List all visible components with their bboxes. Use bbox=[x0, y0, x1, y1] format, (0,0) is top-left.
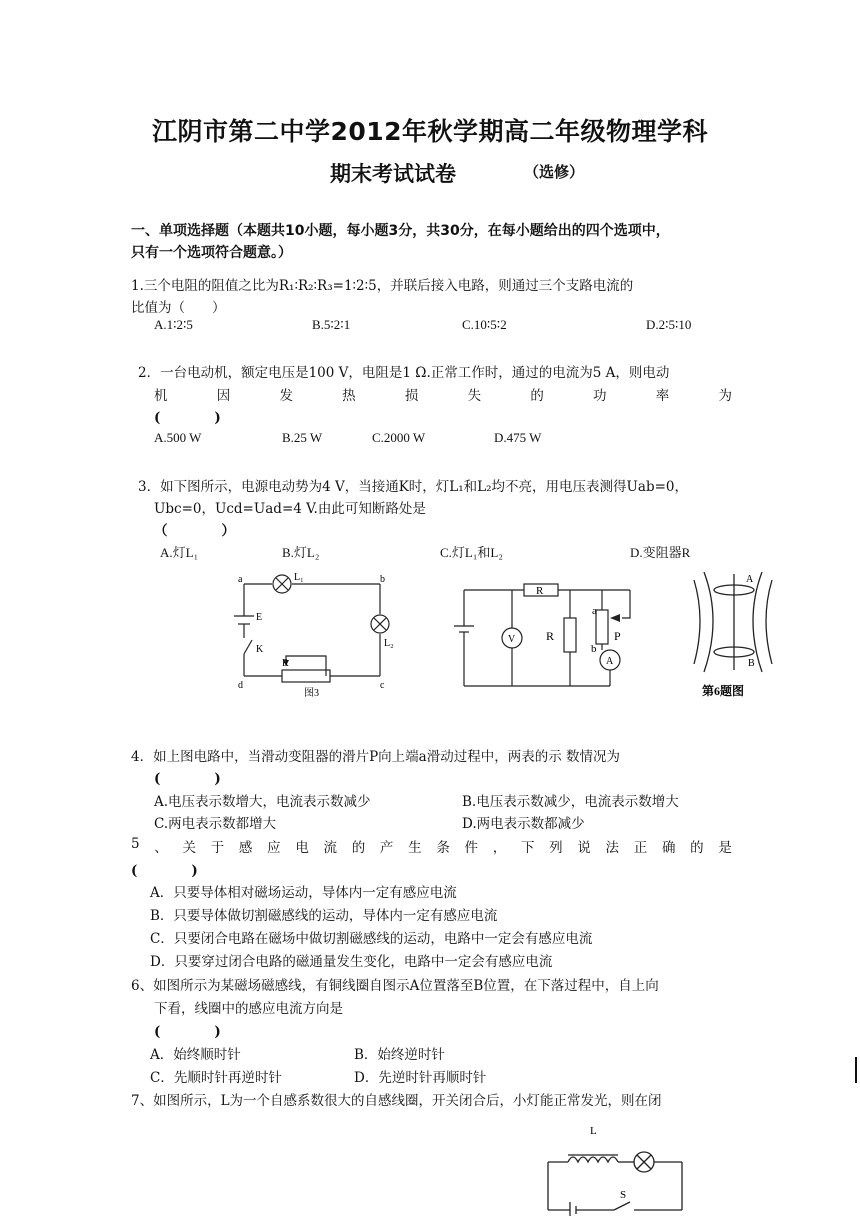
q6-option-c: C．先顺时针再逆时针 bbox=[150, 1070, 282, 1086]
fig6-label-b: B bbox=[748, 658, 755, 669]
q3-line2: Ubc=0，Ucd=Uad=4 V.由此可知断路处是 bbox=[154, 501, 426, 517]
q6-line1: 6、如图所示为某磁场磁感线，有铜线圈自图示A位置落至B位置，在下落过程中，自上向 bbox=[131, 978, 659, 994]
q5-char: 5 bbox=[131, 836, 140, 852]
q5-char: 应 bbox=[267, 840, 281, 856]
q1-line1: 1.三个电阻的阻值之比为R₁∶R₂∶R₃=1∶2∶5，并联后接入电路，则通过三个支路电流的 bbox=[131, 278, 634, 294]
q4-line1: 4．如上图电路中，当滑动变阻器的滑片P向上端a滑动过程中，两表的示 数情况为 bbox=[131, 749, 621, 765]
fig4-label-r-top: R bbox=[536, 585, 544, 597]
q6-line2: 下看，线圈中的感应电流方向是 bbox=[154, 1001, 343, 1017]
fig4-label-ammeter: A bbox=[606, 656, 614, 667]
q2-char: 损 bbox=[404, 388, 419, 404]
fig3-label-a: a bbox=[238, 574, 243, 585]
fig3-label-b: b bbox=[380, 574, 385, 585]
fig3-label-l1: L₁ bbox=[294, 572, 304, 583]
subtitle-note: （选修） bbox=[524, 163, 585, 181]
fig3-label-r: R bbox=[282, 658, 289, 669]
fig3-label-c: c bbox=[380, 680, 385, 691]
q5-char: 确 bbox=[661, 840, 676, 856]
fig3-label-k: K bbox=[256, 644, 264, 655]
q6-line3: ( ) bbox=[154, 1024, 221, 1040]
q2-char: 热 bbox=[342, 388, 356, 404]
q5-char: 说 bbox=[577, 840, 591, 856]
q2-option-c: C.2000 W bbox=[372, 430, 426, 445]
q5-char: 关 bbox=[182, 840, 196, 856]
margin-mark bbox=[855, 1057, 857, 1083]
q3-line1: 3．如下图所示，电源电动势为4 V，当接通K时，灯L₁和L₂均不亮，用电压表测得Uab=0， bbox=[138, 479, 689, 495]
q5-char: 是 bbox=[718, 840, 732, 856]
q5-char: 于 bbox=[210, 840, 225, 856]
q2-char: 机 bbox=[154, 388, 168, 404]
q3-line3: （ ） bbox=[154, 523, 235, 539]
q3-option-a: A.灯L₁ bbox=[160, 545, 199, 560]
q2-line2 bbox=[154, 384, 732, 404]
q5-char: 法 bbox=[605, 840, 620, 856]
q1-option-c: C.10∶5∶2 bbox=[462, 317, 507, 332]
q5-char: 下 bbox=[520, 840, 535, 856]
section-heading-line1: 一、单项选择题（本题共10小题，每小题3分，共30分，在每小题给出的四个选项中， bbox=[131, 223, 670, 239]
q5-line1 bbox=[131, 836, 732, 856]
q5-char: 生 bbox=[408, 840, 422, 856]
q2-option-a: A.500 W bbox=[154, 430, 202, 445]
fig4-label-b: b bbox=[591, 643, 597, 655]
q5-char: 件 bbox=[464, 840, 479, 856]
q2-char: 功 bbox=[593, 388, 607, 404]
q5-char: 、 bbox=[154, 840, 168, 856]
q2-char: 失 bbox=[467, 388, 482, 404]
page-title: 江阴市第二中学2012年秋学期高二年级物理学科 bbox=[151, 117, 709, 146]
section-heading-line2: 只有一个选项符合题意。） bbox=[131, 245, 292, 261]
q5-char: 流 bbox=[323, 840, 338, 856]
q5-option-a: A．只要导体相对磁场运动，导体内一定有感应电流 bbox=[150, 885, 457, 901]
q5-char: 正 bbox=[633, 840, 648, 856]
q1-line2: 比值为（ ） bbox=[131, 300, 226, 316]
fig4-label-v: V bbox=[508, 634, 516, 645]
fig4-label-p: P bbox=[614, 629, 621, 643]
q4-option-c: C.两电表示数都增大 bbox=[154, 816, 277, 832]
fig3-label-d: d bbox=[238, 680, 243, 691]
figure-6-field bbox=[692, 568, 782, 703]
q2-line3: ( ) bbox=[154, 410, 221, 426]
q5-char: 感 bbox=[238, 840, 253, 856]
q2-option-b: B.25 W bbox=[282, 430, 323, 445]
q2-char: 的 bbox=[530, 388, 544, 404]
q5-char: ， bbox=[492, 840, 507, 856]
q4-option-d: D.两电表示数都减少 bbox=[462, 816, 585, 832]
figure-3-circuit bbox=[230, 570, 400, 700]
fig3-label-e: E bbox=[256, 612, 263, 623]
q5-option-c: C．只要闭合电路在磁场中做切割磁感线的运动，电路中一定会有感应电流 bbox=[150, 931, 593, 947]
q2-line1: 2．一台电动机，额定电压是100 V，电阻是1 Ω.正常工作时，通过的电流为5 A，则电动 bbox=[138, 365, 670, 381]
fig3-caption: 图3 bbox=[304, 688, 319, 699]
q1-option-d: D.2∶5∶10 bbox=[646, 317, 692, 332]
fig7-label-l: L bbox=[590, 1125, 597, 1137]
q2-option-d: D.475 W bbox=[494, 430, 542, 445]
fig4-label-r: R bbox=[546, 629, 555, 643]
q5-char: 电 bbox=[295, 840, 309, 856]
q3-option-d: D.变阻器R bbox=[630, 545, 691, 560]
figure-4-circuit bbox=[450, 574, 640, 694]
q2-char: 率 bbox=[655, 388, 670, 404]
q3-option-c: C.灯L₁和L₂ bbox=[440, 545, 503, 560]
q3-option-b: B.灯L₂ bbox=[282, 545, 320, 560]
q7-line1: 7、如图所示，L为一个自感系数很大的自感线圈，开关闭合后，小灯能正常发光，则在闭 bbox=[131, 1093, 662, 1109]
q6-option-a: A．始终顺时针 bbox=[150, 1047, 241, 1063]
fig3-label-l2: L₂ bbox=[384, 638, 394, 649]
q6-option-b: B．始终逆时针 bbox=[354, 1047, 445, 1063]
q2-char: 因 bbox=[216, 388, 231, 404]
fig7-label-s: S bbox=[620, 1189, 627, 1201]
q5-char: 列 bbox=[549, 840, 563, 856]
q2-char: 为 bbox=[718, 388, 732, 404]
fig4-label-a: a bbox=[592, 605, 597, 617]
q5-char: 的 bbox=[690, 840, 704, 856]
fig6-label-a: A bbox=[746, 574, 754, 585]
q1-option-a: A.1∶2∶5 bbox=[154, 317, 193, 332]
q4-option-b: B.电压表示数减少，电流表示数增大 bbox=[462, 794, 679, 810]
q5-line2: ( ) bbox=[131, 863, 198, 879]
q2-char: 发 bbox=[279, 388, 293, 404]
q5-char: 条 bbox=[436, 840, 450, 856]
q4-option-a: A.电压表示数增大，电流表示数减少 bbox=[154, 794, 371, 810]
q5-option-d: D．只要穿过闭合电路的磁通量发生变化，电路中一定会有感应电流 bbox=[150, 954, 553, 970]
q4-line2: ( ) bbox=[154, 771, 221, 787]
q5-char: 的 bbox=[351, 840, 366, 856]
q1-option-b: B.5∶2∶1 bbox=[312, 317, 351, 332]
q5-char: 产 bbox=[379, 840, 394, 856]
fig6-caption: 第6题图 bbox=[702, 684, 745, 698]
q5-option-b: B．只要导体做切割磁感线的运动，导体内一定有感应电流 bbox=[150, 908, 498, 924]
q6-option-d: D．先逆时针再顺时针 bbox=[354, 1070, 487, 1086]
page-subtitle: 期末考试试卷 bbox=[330, 162, 456, 186]
figure-7-circuit bbox=[540, 1120, 690, 1216]
